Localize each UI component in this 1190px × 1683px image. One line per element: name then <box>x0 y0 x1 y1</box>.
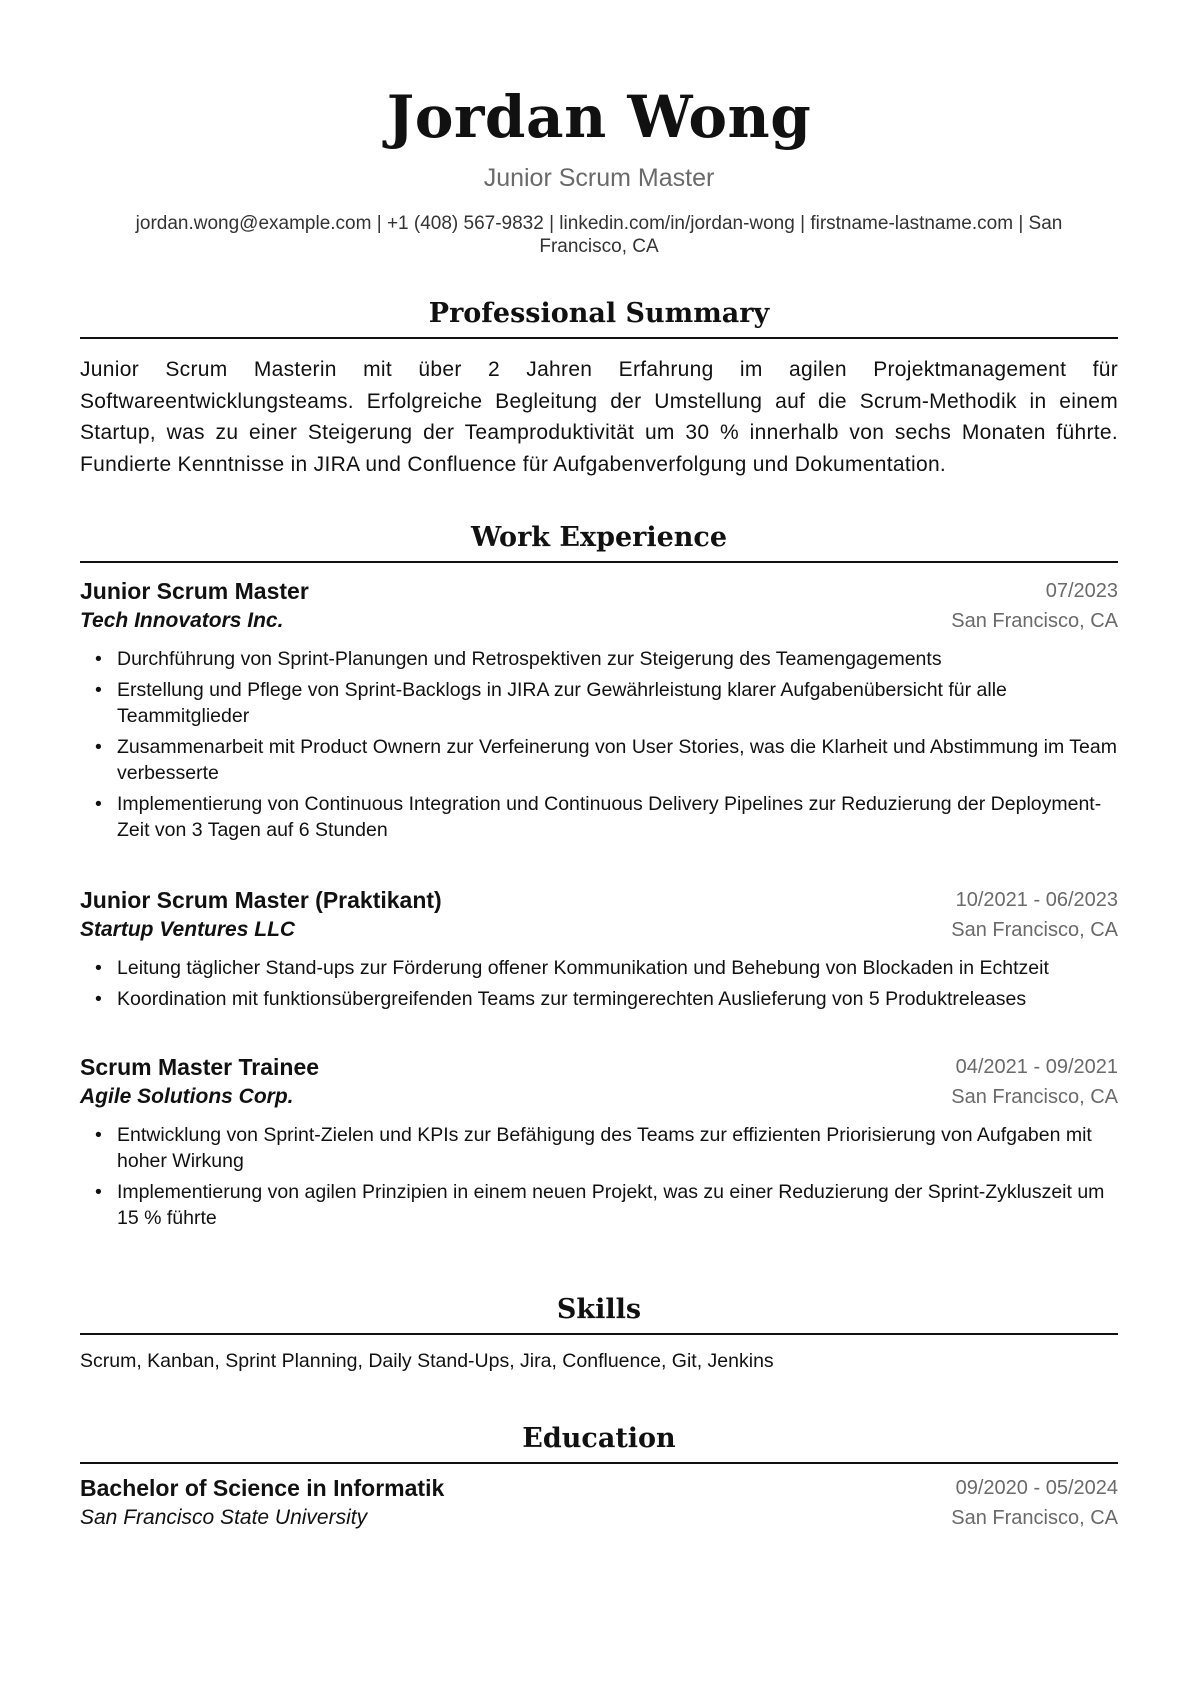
candidate-name: Jordan Wong <box>386 83 812 151</box>
bullet-item: • Leitung täglicher Stand-ups zur Förderung offener Kommunikation und Behebung von Blockaden in Echtzeit <box>80 955 1118 981</box>
bullet-item: • Erstellung und Pflege von Sprint-Backlogs in JIRA zur Gewährleistung klarer Aufgabenübersicht für alle Teammitglieder <box>80 677 1118 729</box>
bullet-item: • Durchführung von Sprint-Planungen und Retrospektiven zur Steigerung des Teamengagements <box>80 646 1118 672</box>
job-title: Scrum Master Trainee <box>80 1054 320 1080</box>
summary-heading: Professional Summary <box>428 298 770 329</box>
job-location: San Francisco, CA <box>951 1086 1118 1108</box>
bullet-item: • Koordination mit funktionsübergreifenden Teams zur termingerechten Auslieferung von 5 Produktreleases <box>80 986 1118 1012</box>
job-title: Junior Scrum Master <box>80 578 309 604</box>
experience-divider <box>80 561 1118 563</box>
summary-divider <box>80 337 1118 339</box>
job-bullets <box>80 1122 1118 1231</box>
skills-heading: Skills <box>556 1294 642 1325</box>
job-entry <box>80 576 1118 848</box>
job-location: San Francisco, CA <box>951 610 1118 632</box>
job-company: Agile Solutions Corp. <box>80 1085 294 1108</box>
skills-divider <box>80 1333 1118 1335</box>
job-company: Tech Innovators Inc. <box>80 609 284 632</box>
experience-heading: Work Experience <box>470 522 728 553</box>
job-bullets <box>80 955 1118 1012</box>
bullet-item: • Entwicklung von Sprint-Zielen und KPIs zur Befähigung des Teams zur effizienten Priorisierung von Aufgaben mit hoher Wirkung <box>80 1122 1118 1174</box>
summary-text: Junior Scrum Masterin mit über 2 Jahren Erfahrung im agilen Projektmanagement für Softwareentwicklungsteams. Erfolgreiche Begleitung der Umstellung auf die Scrum-Methodik in einem Startup, was zu einer Steigerung der Teamproduktivität um 30 % innerhalb von sechs Monaten führte. Fundierte Kenntnisse in JIRA und Confluence für Aufgabenverfolgung und Dokumentation. <box>80 358 1118 476</box>
education-location: San Francisco, CA <box>951 1507 1118 1529</box>
degree-title: Bachelor of Science in Informatik <box>80 1475 445 1501</box>
bullet-item: • Implementierung von Continuous Integration und Continuous Delivery Pipelines zur Reduzierung der Deployment-Zeit von 3 Tagen auf 6 Stunden <box>80 791 1118 843</box>
skills-list: Scrum, Kanban, Sprint Planning, Daily Stand-Ups, Jira, Confluence, Git, Jenkins <box>80 1350 774 1372</box>
education-heading: Education <box>522 1423 676 1454</box>
job-date: 10/2021 - 06/2023 <box>955 889 1118 911</box>
job-date: 07/2023 <box>1045 580 1118 602</box>
job-date: 04/2021 - 09/2021 <box>955 1056 1118 1078</box>
job-company: Startup Ventures LLC <box>80 918 296 941</box>
education-entry <box>80 1473 1118 1533</box>
job-bullets <box>80 646 1118 843</box>
education-divider <box>80 1462 1118 1464</box>
job-title: Junior Scrum Master (Praktikant) <box>80 887 442 913</box>
job-entry <box>80 1052 1118 1236</box>
education-date: 09/2020 - 05/2024 <box>955 1477 1118 1499</box>
bullet-item: • Zusammenarbeit mit Product Ownern zur Verfeinerung von User Stories, was die Klarheit und Abstimmung im Team verbesserte <box>80 734 1118 786</box>
contact-line: jordan.wong@example.com | +1 (408) 567-9832 | linkedin.com/in/jordan-wong | firstname-lastname.com | San Francisco, CA <box>135 213 1063 257</box>
bullet-item: • Implementierung von agilen Prinzipien in einem neuen Projekt, was zu einer Reduzierung der Sprint-Zykluszeit um 15 % führte <box>80 1179 1118 1231</box>
job-location: San Francisco, CA <box>951 919 1118 941</box>
candidate-role: Junior Scrum Master <box>483 164 715 192</box>
job-entry <box>80 885 1118 1017</box>
school-name: San Francisco State University <box>80 1506 368 1529</box>
